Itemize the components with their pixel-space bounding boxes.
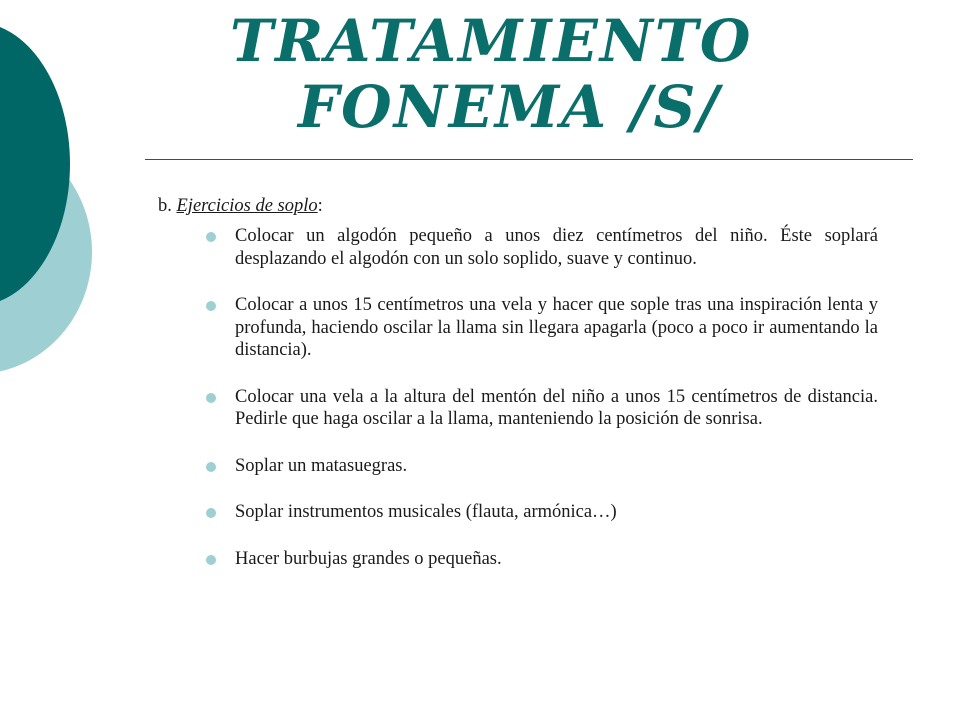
bullet-icon <box>206 393 216 403</box>
section-link[interactable]: Ejercicios de soplo <box>176 196 318 216</box>
slide-title <box>230 8 870 140</box>
list-item <box>158 548 878 571</box>
list-item-text: Soplar instrumentos musicales (flauta, armónica…) <box>235 502 617 522</box>
list-item-text: Colocar a unos 15 centímetros una vela y hacer que sople tras una inspiración lenta y profunda, haciendo oscilar la llama sin llegara apagarla (poco a poco ir aumentando la distancia). <box>235 295 878 360</box>
section-heading <box>158 195 878 217</box>
section-suffix: : <box>317 196 323 216</box>
list-item <box>158 225 878 270</box>
exercise-list <box>158 225 878 570</box>
bullet-icon <box>206 555 216 565</box>
list-item-text: Colocar un algodón pequeño a unos diez centímetros del niño. Éste soplará desplazando el algodón con un solo soplido, suave y continuo. <box>235 226 878 269</box>
slide-body <box>158 195 878 594</box>
bullet-icon <box>206 462 216 472</box>
list-item <box>158 294 878 362</box>
list-item <box>158 501 878 524</box>
list-item <box>158 386 878 431</box>
list-item-text: Soplar un matasuegras. <box>235 455 408 476</box>
section-prefix: b. <box>158 196 177 216</box>
bullet-icon <box>206 508 216 518</box>
slide-title-line-1: TRATAMIENTO <box>230 7 753 75</box>
bullet-icon <box>206 301 216 311</box>
list-item <box>158 455 878 478</box>
list-item-text: Hacer burbujas grandes o pequeñas. <box>235 548 502 569</box>
title-divider <box>145 159 913 160</box>
bullet-icon <box>206 232 216 242</box>
slide-title-line-2: FONEMA /S/ <box>298 73 721 141</box>
list-item-text: Colocar una vela a la altura del mentón del niño a unos 15 centímetros de distancia. Pedirle que haga oscilar a la llama, manteniendo la posición de sonrisa. <box>235 386 878 429</box>
